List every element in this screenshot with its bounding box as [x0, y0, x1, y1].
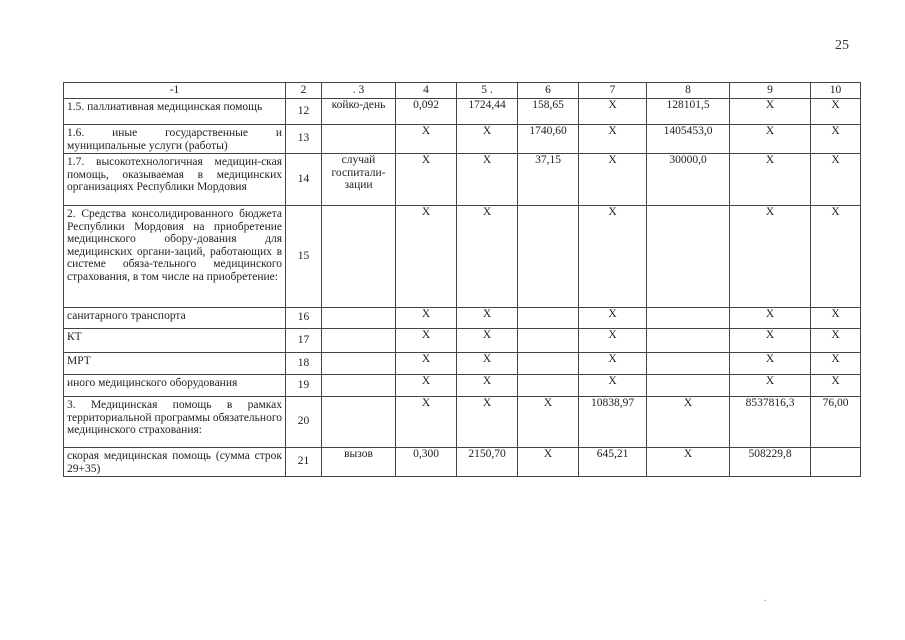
- table-row: [64, 99, 861, 125]
- col6-cell: 158,65: [518, 99, 579, 125]
- col4-cell: X: [396, 154, 457, 206]
- row-number-cell: 16: [286, 308, 322, 329]
- col7-cell: X: [579, 125, 647, 154]
- row-name-cell: МРТ: [64, 353, 286, 375]
- col9-cell: X: [730, 308, 811, 329]
- row-name-cell: КТ: [64, 329, 286, 353]
- row-number-cell: 14: [286, 154, 322, 206]
- col4-cell: X: [396, 353, 457, 375]
- col7-cell: 645,21: [579, 448, 647, 477]
- col6-cell: 37,15: [518, 154, 579, 206]
- row-name-cell: 1.6. иные государственные и муниципальные услуги (работы): [64, 125, 286, 154]
- col8-cell: 30000,0: [647, 154, 730, 206]
- unit-cell: вызов: [322, 448, 396, 477]
- col8-cell: 1405453,0: [647, 125, 730, 154]
- col10-cell: X: [811, 375, 861, 397]
- col7-cell: X: [579, 308, 647, 329]
- col10-cell: X: [811, 353, 861, 375]
- header-cell: 4: [396, 83, 457, 99]
- page-number: 25: [835, 38, 849, 53]
- unit-cell: [322, 206, 396, 308]
- unit-cell: [322, 329, 396, 353]
- col7-cell: X: [579, 353, 647, 375]
- col10-cell: [811, 448, 861, 477]
- col4-cell: X: [396, 375, 457, 397]
- row-number-cell: 17: [286, 329, 322, 353]
- data-table: [63, 82, 861, 477]
- col5-cell: X: [457, 375, 518, 397]
- header-row: [64, 83, 861, 99]
- unit-cell: случай госпитали-зации: [322, 154, 396, 206]
- col8-cell: X: [647, 397, 730, 448]
- unit-cell: [322, 397, 396, 448]
- col8-cell: X: [647, 448, 730, 477]
- header-cell: -1: [64, 83, 286, 99]
- row-name-cell: санитарного транспорта: [64, 308, 286, 329]
- col6-cell: [518, 308, 579, 329]
- col9-cell: 8537816,3: [730, 397, 811, 448]
- col9-cell: X: [730, 353, 811, 375]
- col9-cell: X: [730, 125, 811, 154]
- col5-cell: X: [457, 353, 518, 375]
- col5-cell: X: [457, 308, 518, 329]
- row-number-cell: 20: [286, 397, 322, 448]
- col9-cell: X: [730, 99, 811, 125]
- col8-cell: [647, 353, 730, 375]
- col8-cell: [647, 329, 730, 353]
- row-number-cell: 21: [286, 448, 322, 477]
- table-row: [64, 125, 861, 154]
- table-row: [64, 206, 861, 308]
- unit-cell: [322, 125, 396, 154]
- table-row: [64, 329, 861, 353]
- row-name-cell: 1.7. высокотехнологичная медицин-ская помощь, оказываемая в медицинских организациях Республики Мордовия: [64, 154, 286, 206]
- table-row: [64, 353, 861, 375]
- col8-cell: [647, 308, 730, 329]
- row-number-cell: 18: [286, 353, 322, 375]
- col10-cell: 76,00: [811, 397, 861, 448]
- row-name-cell: 3. Медицинская помощь в рамках территориальной программы обязательного медицинского страхования:: [64, 397, 286, 448]
- header-cell: 10: [811, 83, 861, 99]
- row-name-cell: иного медицинского оборудования: [64, 375, 286, 397]
- col4-cell: 0,300: [396, 448, 457, 477]
- col9-cell: X: [730, 154, 811, 206]
- col5-cell: 2150,70: [457, 448, 518, 477]
- col6-cell: X: [518, 448, 579, 477]
- col6-cell: 1740,60: [518, 125, 579, 154]
- col7-cell: X: [579, 154, 647, 206]
- row-number-cell: 19: [286, 375, 322, 397]
- col10-cell: X: [811, 125, 861, 154]
- col4-cell: X: [396, 397, 457, 448]
- row-number-cell: 15: [286, 206, 322, 308]
- col7-cell: X: [579, 99, 647, 125]
- col9-cell: X: [730, 206, 811, 308]
- row-number-cell: 12: [286, 99, 322, 125]
- header-cell: 6: [518, 83, 579, 99]
- unit-cell: [322, 308, 396, 329]
- row-name-cell: скорая медицинская помощь (сумма строк 29+35): [64, 448, 286, 477]
- footer-mark: .: [764, 593, 767, 604]
- col6-cell: [518, 329, 579, 353]
- unit-cell: [322, 375, 396, 397]
- header-cell: 8: [647, 83, 730, 99]
- unit-cell: [322, 353, 396, 375]
- table-row: [64, 375, 861, 397]
- col5-cell: 1724,44: [457, 99, 518, 125]
- row-name-cell: 2. Средства консолидированного бюджета Республики Мордовия на приобретение медицинского обору-дования для медицинских органи-заций, работающих в системе обяза-тельного медицинского страхования, в том числе на приобретение:: [64, 206, 286, 308]
- col4-cell: X: [396, 329, 457, 353]
- table-row: [64, 397, 861, 448]
- col6-cell: [518, 206, 579, 308]
- header-cell: 7: [579, 83, 647, 99]
- col6-cell: [518, 375, 579, 397]
- row-number-cell: 13: [286, 125, 322, 154]
- col5-cell: X: [457, 397, 518, 448]
- table-row: [64, 154, 861, 206]
- col7-cell: X: [579, 206, 647, 308]
- table-row: [64, 448, 861, 477]
- col5-cell: X: [457, 329, 518, 353]
- col8-cell: [647, 206, 730, 308]
- col5-cell: X: [457, 206, 518, 308]
- col10-cell: X: [811, 206, 861, 308]
- col10-cell: X: [811, 329, 861, 353]
- col8-cell: [647, 375, 730, 397]
- col4-cell: X: [396, 308, 457, 329]
- col4-cell: 0,092: [396, 99, 457, 125]
- col7-cell: X: [579, 329, 647, 353]
- unit-cell: койко-день: [322, 99, 396, 125]
- table-row: [64, 308, 861, 329]
- col9-cell: X: [730, 329, 811, 353]
- col9-cell: X: [730, 375, 811, 397]
- header-cell: 5 .: [457, 83, 518, 99]
- col5-cell: X: [457, 125, 518, 154]
- col7-cell: 10838,97: [579, 397, 647, 448]
- col7-cell: X: [579, 375, 647, 397]
- col5-cell: X: [457, 154, 518, 206]
- col10-cell: X: [811, 99, 861, 125]
- col6-cell: X: [518, 397, 579, 448]
- col10-cell: X: [811, 308, 861, 329]
- header-cell: . 3: [322, 83, 396, 99]
- col4-cell: X: [396, 125, 457, 154]
- row-name-cell: 1.5. паллиативная медицинская помощь: [64, 99, 286, 125]
- header-cell: 2: [286, 83, 322, 99]
- col6-cell: [518, 353, 579, 375]
- col8-cell: 128101,5: [647, 99, 730, 125]
- header-cell: 9: [730, 83, 811, 99]
- col9-cell: 508229,8: [730, 448, 811, 477]
- col10-cell: X: [811, 154, 861, 206]
- col4-cell: X: [396, 206, 457, 308]
